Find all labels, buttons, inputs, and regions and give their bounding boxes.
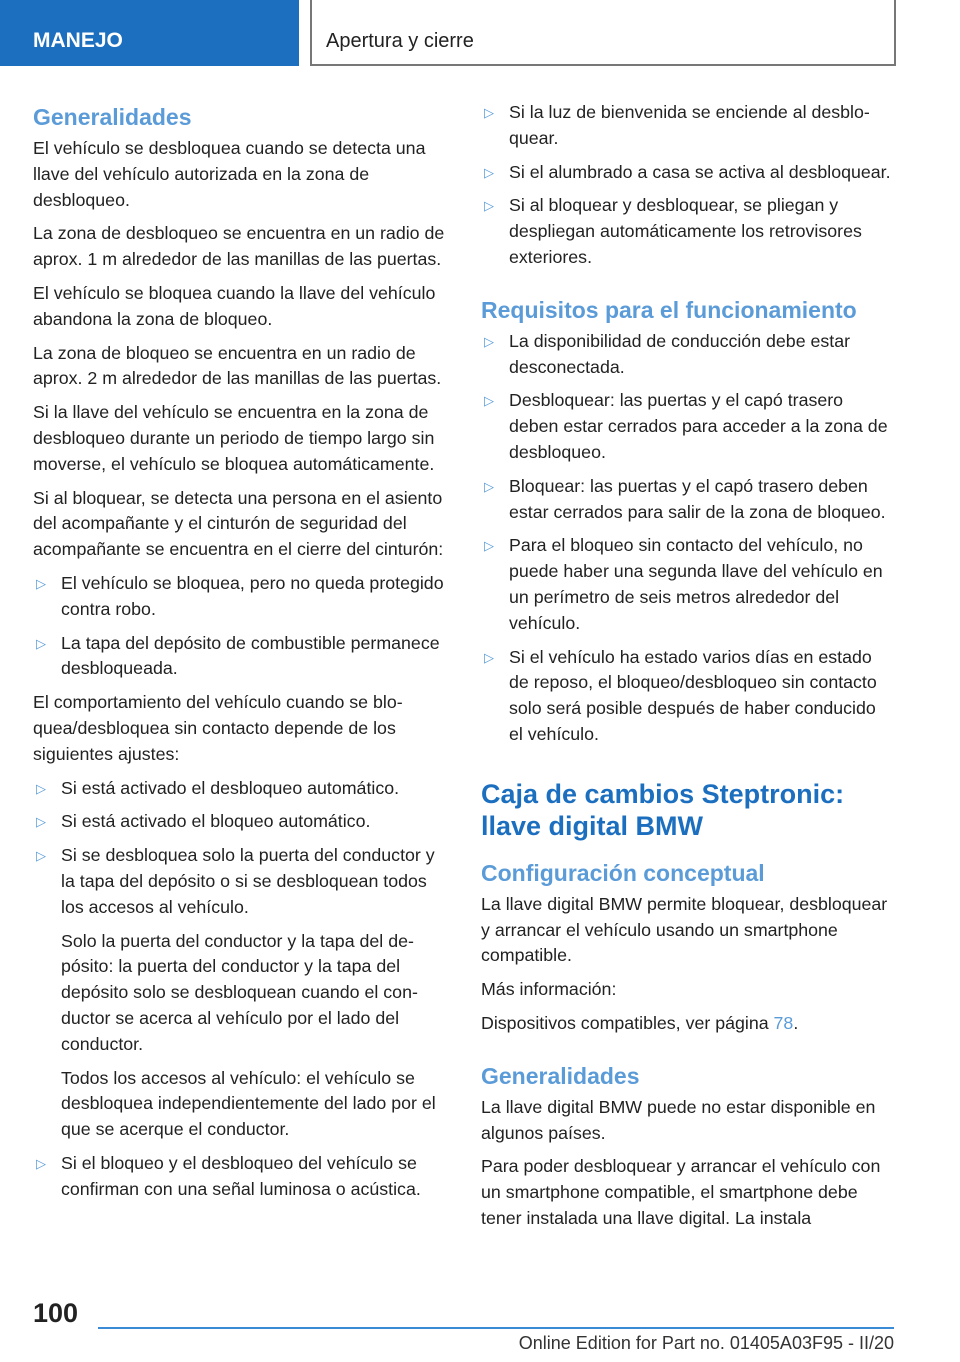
indented-paragraph: Todos los accesos al vehículo: el vehículo se desbloquea independientemente del lado por el que se acerque el conductor.: [61, 1067, 436, 1140]
list-item: ▷ Si el alumbrado a casa se activa al desbloquear.: [481, 160, 893, 186]
paragraph: La zona de desbloqueo se encuentra en un radio de aprox. 1 m alrededor de las manillas de las puertas.: [33, 223, 445, 270]
chapter-title: Apertura y cierre: [310, 0, 896, 66]
paragraph: Más información:: [481, 979, 617, 1000]
section-tab: MANEJO: [0, 0, 299, 66]
heading-configuracion: Configuración conceptual: [481, 859, 765, 886]
bullet-arrow-icon: ▷: [484, 105, 494, 120]
paragraph: La llave digital BMW permite bloquear, desbloquear y arrancar el vehículo usando un smartphone compatible.: [481, 893, 888, 966]
paragraph: Si la llave del vehículo se encuentra en la zona de desbloqueo durante un periodo de tiempo largo sin moverse, el vehículo se bloquea automáticamente.: [33, 402, 435, 474]
heading-requisitos: Requisitos para el funcionamiento: [481, 296, 857, 323]
paragraph: El comportamiento del vehículo cuando se bloquea/desbloquea sin contacto depende de los siguientes ajustes:: [33, 692, 403, 764]
bullet-arrow-icon: ▷: [36, 575, 46, 591]
list-item: ▷ Si la luz de bienvenida se enciende al desbloquear.: [484, 102, 870, 148]
paragraph-with-link: Dispositivos compatibles, ver página 78.: [481, 1012, 799, 1033]
list-item: ▷ Para el bloqueo sin contacto del vehículo, no puede haber una segunda llave del vehículo en un perímetro de seis metros alrededor del vehículo.: [484, 535, 883, 633]
heading-generalidades-2: Generalidades: [481, 1062, 640, 1089]
footer-edition: Online Edition for Part no. 01405A03F95 - II/20: [518, 1333, 894, 1353]
bullet-arrow-icon: ▷: [484, 478, 494, 494]
list-item: ▷ Si está activado el bloqueo automático.: [33, 809, 449, 835]
footer-rule: [98, 1327, 894, 1329]
paragraph: Si al bloquear, se detecta una persona en el asiento del acompañante y el cinturón de seguridad del acompañante se encuentra en el cierre del cinturón:: [33, 487, 444, 560]
list-item: ▷ Si se desbloquea solo la puerta del conductor y la tapa del depósito o si se desbloquean todos los accesos al vehículo.: [36, 845, 435, 917]
list-item: ▷ Bloquear: las puertas y el capó trasero deben estar cerrados para salir de la zona de bloqueo.: [484, 475, 886, 522]
bullet-arrow-icon: ▷: [484, 538, 494, 554]
paragraph: Para poder desbloquear y arrancar el vehículo con un smartphone compatible, el smartphone debe tener instalada una llave digital. La instala: [481, 1156, 881, 1228]
list-item: ▷ Si está activado el desbloqueo automático.: [33, 776, 449, 802]
list-item: ▷ Si el bloqueo y el desbloqueo del vehículo se confirman con una señal luminosa o acústica.: [36, 1152, 421, 1199]
bullet-arrow-icon: ▷: [36, 1155, 46, 1171]
paragraph: La llave digital BMW puede no estar disponible en algunos países.: [481, 1096, 876, 1143]
bullet-arrow-icon: ▷: [484, 333, 494, 349]
list-item: ▷ Si el vehículo ha estado varios días en estado de reposo, el bloqueo/desbloqueo sin contacto solo será posible después de haber conducido el vehículo.: [484, 646, 877, 744]
bullet-arrow-icon: ▷: [484, 198, 494, 214]
page-number: 100: [33, 1298, 79, 1328]
paragraph: El vehículo se desbloquea cuando se detecta una llave del vehículo autorizada en la zona de desbloqueo.: [33, 138, 426, 210]
bullet-arrow-icon: ▷: [484, 393, 494, 409]
left-column: [33, 100, 449, 1210]
bullet-arrow-icon: ▷: [36, 635, 46, 651]
bullet-arrow-icon: ▷: [484, 164, 494, 180]
bullet-arrow-icon: ▷: [36, 848, 46, 864]
list-item: ▷ El vehículo se bloquea, pero no queda protegido contra robo.: [36, 572, 444, 619]
page-header: [0, 0, 960, 66]
indented-paragraph: Solo la puerta del conductor y la tapa del depósito: la puerta del conductor y la tapa del depósito solo se desbloquean cuando el conductor se acerca al vehículo por el lado del conductor.: [61, 930, 418, 1054]
paragraph: La zona de bloqueo se encuentra en un radio de aprox. 2 m alrededor de las manillas de las puertas.: [33, 342, 442, 389]
bullet-arrow-icon: ▷: [36, 780, 46, 796]
bullet-arrow-icon: ▷: [36, 814, 46, 830]
list-item: ▷ Desbloquear: las puertas y el capó trasero deben estar cerrados para acceder a la zona de desbloqueo.: [484, 390, 888, 462]
right-column: [481, 100, 893, 1240]
list-item: ▷ Si al bloquear y desbloquear, se pliegan y despliegan automáticamente los retrovisores exteriores.: [484, 195, 862, 267]
heading-generalidades: Generalidades: [33, 104, 192, 130]
list-item: ▷ La disponibilidad de conducción debe estar desconectada.: [484, 330, 851, 377]
paragraph: El vehículo se bloquea cuando la llave del vehículo abandona la zona de bloqueo.: [33, 282, 436, 329]
heading-llave-digital: Caja de cambios Steptronic: llave digital BMW: [481, 778, 845, 841]
list-item: ▷ La tapa del depósito de combustible permanece desbloqueada.: [36, 632, 440, 679]
page-link[interactable]: 78: [773, 1012, 794, 1033]
bullet-arrow-icon: ▷: [484, 649, 494, 665]
